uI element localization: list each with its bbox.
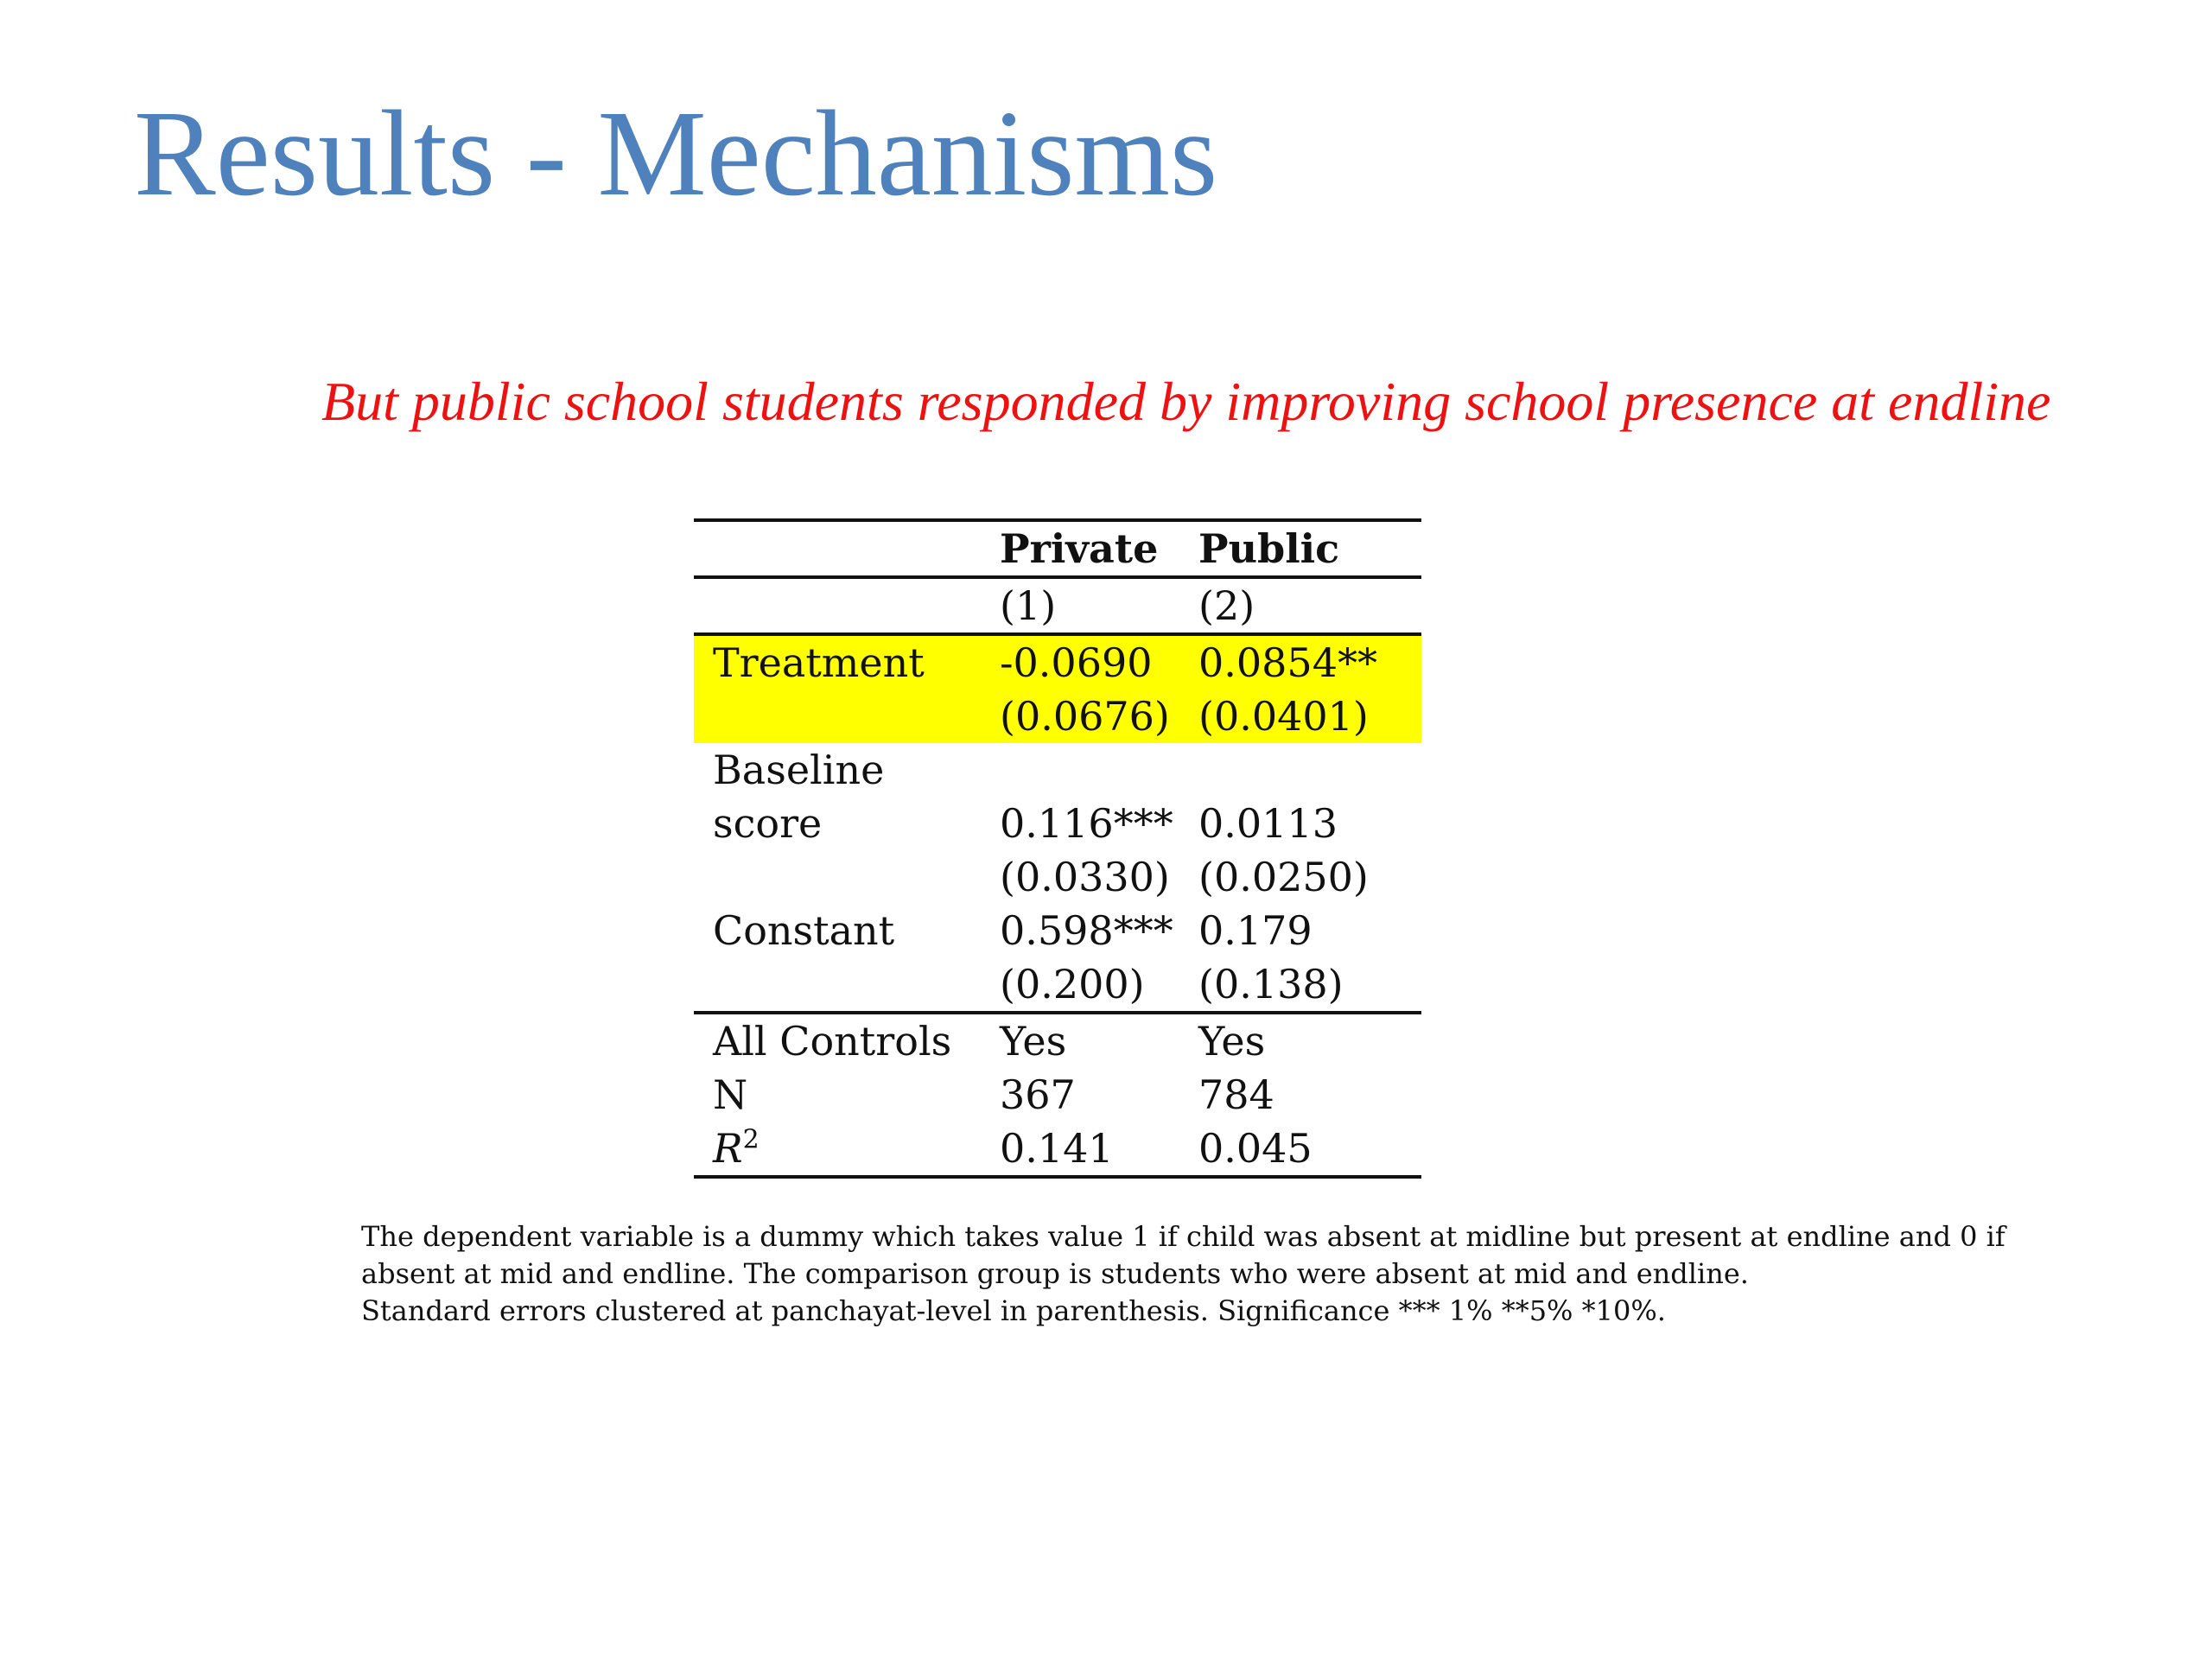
cell-private — [1000, 743, 1198, 797]
cell-public: (0.0401) — [1198, 690, 1421, 743]
header-private: Private — [1000, 520, 1198, 577]
cell-private: 0.116*** — [1000, 800, 1173, 847]
cell-private: (0.0330) — [1000, 854, 1170, 900]
table-row-treatment-se — [694, 690, 1421, 743]
table-footnote — [361, 1218, 2003, 1330]
row-label — [694, 850, 1000, 904]
row-label — [694, 690, 1000, 743]
slide-title: Results - Mechanisms — [134, 85, 1218, 221]
r2-symbol: R — [713, 1125, 743, 1172]
table-row-constant-se — [694, 957, 1421, 1013]
table-row-controls — [694, 1013, 1421, 1068]
table-header-row — [694, 520, 1421, 577]
row-label: score — [713, 800, 823, 847]
row-label: N — [713, 1071, 748, 1118]
regression-table — [694, 518, 1421, 1179]
footnote-line-1: The dependent variable is a dummy which takes value 1 if child was absent at midline but present at endline and 0 if — [361, 1220, 2005, 1253]
cell-private: Yes — [1000, 1018, 1067, 1065]
cell-private: 0.141 — [1000, 1122, 1198, 1177]
cell-private: 0.598*** — [1000, 907, 1173, 954]
row-label: Baseline — [713, 747, 885, 793]
row-label: Constant — [713, 907, 895, 954]
table-row-n — [694, 1068, 1421, 1122]
slide-subtitle: But public school students responded by improving school presence at endline — [321, 371, 2051, 432]
footnote-line-3: Standard errors clustered at panchayat-level in parenthesis. Significance *** 1% **5% *10%. — [361, 1294, 1666, 1327]
table-row-score-se — [694, 850, 1421, 904]
header-public: Public — [1198, 520, 1421, 577]
cell-public: (0.138) — [1198, 957, 1421, 1013]
cell-public: 0.0113 — [1198, 800, 1338, 847]
cell-private: -0.0690 — [1000, 634, 1198, 690]
table-row-r2 — [694, 1122, 1421, 1177]
regression-table-container — [694, 518, 1421, 1179]
cell-private: (0.200) — [1000, 957, 1198, 1013]
cell-public: (0.0250) — [1198, 854, 1369, 900]
footnote-line-2: absent at mid and endline. The comparison group is students who were absent at mid and endline. — [361, 1257, 1749, 1290]
table-colnum-row — [694, 577, 1421, 634]
cell-public: 0.0854** — [1198, 634, 1421, 690]
colnum-1: (1) — [1000, 577, 1198, 634]
table-row-constant — [694, 904, 1421, 957]
row-label-r2 — [694, 1122, 1000, 1177]
cell-public: 0.179 — [1198, 907, 1313, 954]
row-label — [694, 957, 1000, 1013]
table-row-score — [694, 797, 1421, 850]
cell-private: (0.0676) — [1000, 690, 1198, 743]
table-row-baseline — [694, 743, 1421, 797]
row-label: All Controls — [713, 1018, 952, 1065]
colnum-2: (2) — [1198, 577, 1421, 634]
r2-superscript: 2 — [742, 1124, 760, 1155]
cell-public: 784 — [1198, 1071, 1274, 1118]
table-row-treatment — [694, 634, 1421, 690]
cell-public: 0.045 — [1198, 1122, 1421, 1177]
header-blank-cell — [694, 520, 1000, 577]
cell-public — [1198, 743, 1421, 797]
row-label: Treatment — [694, 634, 1000, 690]
colnum-blank-cell — [694, 577, 1000, 634]
cell-private: 367 — [1000, 1071, 1076, 1118]
cell-public: Yes — [1198, 1018, 1266, 1065]
